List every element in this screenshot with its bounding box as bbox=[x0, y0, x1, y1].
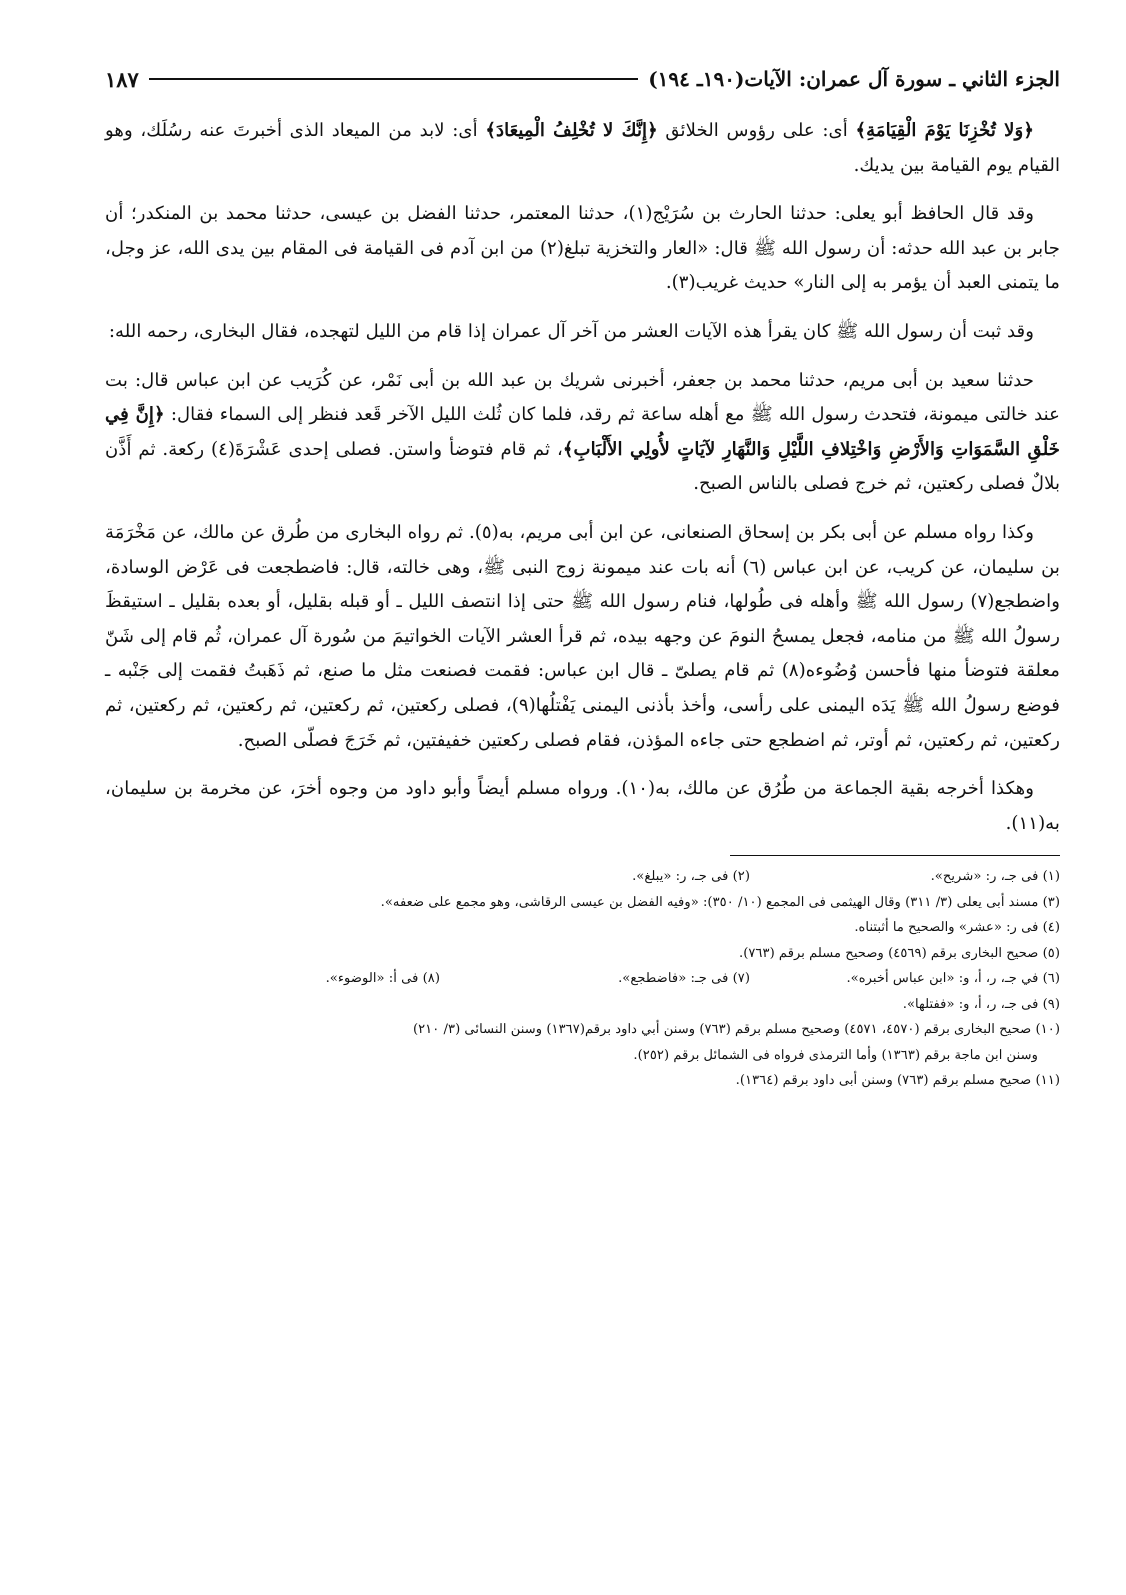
footnote: (١) فى جـ، ر: «شريح». bbox=[930, 869, 1060, 885]
footnote: (٣) مسند أبى يعلى (٣/ ٣١١) وقال الهيثمى فى المجمع (١٠/ ٣٥٠): «وفيه الفضل بن عيسى الرقاشى، وهو مجمع على ضعفه». bbox=[380, 894, 1060, 910]
footnotes bbox=[105, 864, 1060, 1094]
body-text bbox=[105, 114, 1060, 841]
paragraph: وكذا رواه مسلم عن أبى بكر بن إسحاق الصنعانى، عن ابن أبى مريم، به(٥). ثم رواه البخارى من طُرق عن مالك، عن مَخْرَمَة بن سليمان، عن كريب، عن ابن عباس (٦) أنه بات عند ميمونة زوج النبى ﷺ، وهى خالته، قال: فاضطجعت فى عَرْض الوسادة، واضطجع(٧) رسول الله ﷺ وأهله فى طُولها، فنام رسول الله ﷺ حتى إذا انتصف الليل ـ أو قبله بقليل، أو بعده بقليل ـ استيقظَ رسولُ الله ﷺ من منامه، فجعل يمسحُ النومَ عن وجهه بيده، ثم قرأ العشر الآيات الخواتيمَ من سُورة آل عمران، ثُم قام إلى شَنّ معلقة فتوضأ منها فأحسن وُضُوءه(٨) ثم قام يصلىّ ـ قال ابن عباس: فقمت فصنعت مثل ما صنع، ثم ذَهَبتُ فقمت إلى جَنْبه ـ فوضع رسولُ الله ﷺ يَدَه اليمنى على رأسى، وأخذ بأذنى اليمنى يَفْتلُها(٩)، فصلى ركعتين، ثم ركعتين، ثم ركعتين، ثم ركعتين، ثم ركعتين، ثم ركعتين، ثم أوتر، ثم اضطجع حتى جاءه المؤذن، فقام فصلى ركعتين خفيفتين، ثم خَرَجَ فصلّى الصبح. bbox=[105, 521, 1061, 751]
footnote: (٩) فى جـ، ر، أ، و: «ففتلها». bbox=[902, 996, 1060, 1012]
running-title: الجزء الثاني ـ سورة آل عمران: الآيات(١٩٠ـ ١٩٤) bbox=[648, 67, 1060, 91]
quran-verse: ﴿إِنَّ فِي خَلْقِ السَّمَوَاتِ وَالأَرْضِ وَاخْتِلافِ اللَّيْلِ وَالنَّهَارِ لآيَاتٍ لأُولِي الأَلْبَابِ﴾ bbox=[105, 404, 1060, 460]
page-number: ١٨٧ bbox=[105, 66, 139, 92]
footnote-separator bbox=[730, 855, 1060, 856]
footnote: (١١) صحيح مسلم برقم (٧٦٣) وسنن أبى داود برقم (١٣٦٤). bbox=[735, 1073, 1060, 1089]
footnote: (٦) في جـ، ر، أ، و: «ابن عباس أخبره». bbox=[846, 971, 1060, 987]
header-rule bbox=[149, 78, 638, 80]
quran-verse: ﴿إِنَّكَ لا تُخْلِفُ الْمِيعَادَ﴾ bbox=[485, 120, 658, 141]
paragraph-text: أى: على رؤوس الخلائق bbox=[657, 120, 856, 141]
paragraph: وقد ثبت أن رسول الله ﷺ كان يقرأ هذه الآيات العشر من آخر آل عمران إذا قام من الليل لتهجده، فقال البخارى، رحمه الله: bbox=[108, 320, 1034, 342]
footnote-continuation: وسنن ابن ماجة برقم (١٣٦٣) وأما الترمذى فرواه فى الشمائل برقم (٢٥٢). bbox=[633, 1047, 1038, 1063]
footnote: (١٠) صحيح البخارى برقم (٤٥٧٠، ٤٥٧١) وصحيح مسلم برقم (٧٦٣) وسنن أبي داود برقم(١٣٦٧) وسنن النسائى (٣/ ٢١٠) bbox=[412, 1022, 1060, 1038]
footnote: (٤) فى ر: «عشر» والصحيح ما أثبتناه. bbox=[854, 920, 1060, 936]
paragraph bbox=[105, 114, 1060, 183]
document-page bbox=[105, 62, 1060, 1094]
footnote: (٧) فى جـ: «فاضطجع». bbox=[618, 971, 750, 987]
paragraph-text: حدثنا سعيد بن أبى مريم، حدثنا محمد بن جعفر، أخبرنى شريك بن عبد الله بن أبى نَمْر، عن كُرَيب عن ابن عباس قال: بت عند خالتى ميمونة، فتحدث رسول الله ﷺ مع أهله ساعة ثم رقد، فلما كان ثُلث الليل الآخر قَعد فنظر إلى السماء فقال: bbox=[105, 369, 1060, 426]
footnote: (٥) صحيح البخارى برقم (٤٥٦٩) وصحيح مسلم برقم (٧٦٣). bbox=[739, 945, 1060, 961]
quran-verse: ﴿وَلا تُخْزِنَا يَوْمَ الْقِيَامَةِ﴾ bbox=[855, 120, 1034, 141]
footnote-row bbox=[105, 864, 1060, 890]
paragraph-text: أى: لابد من الميعاد الذى أخبرتَ عنه رسُلَك، وهو القيام يوم القيامة بين يديك. bbox=[105, 120, 1060, 176]
footnote: (٢) فى جـ، ر: «يبلغ». bbox=[632, 869, 750, 885]
footnote-row bbox=[105, 966, 1060, 992]
paragraph: وهكذا أخرجه بقية الجماعة من طُرُق عن مالك، به(١٠). ورواه مسلم أيضاً وأبو داود من وجوه أخرَ، عن مخرمة بن سليمان، به(١١). bbox=[105, 778, 1060, 834]
page-header bbox=[105, 62, 1060, 96]
paragraph: وقد قال الحافظ أبو يعلى: حدثنا الحارث بن سُرَيْج(١)، حدثنا المعتمر، حدثنا الفضل بن عيسى، حدثنا محمد بن المنكدر؛ أن جابر بن عبد الله حدثه: أن رسول الله ﷺ قال: «العار والتخزية تبلغ(٢) من ابن آدم فى القيامة فى المقام بين يدى الله، عز وجل، ما يتمنى العبد أن يؤمر به إلى النار» حديث غريب(٣). bbox=[105, 203, 1060, 294]
paragraph bbox=[105, 364, 1060, 502]
footnote: (٨) فى أ: «الوضوء». bbox=[325, 971, 440, 987]
paragraph-text: ، ثم قام فتوضأ واستن. فصلى إحدى عَشْرَةَ(٤) ركعة. ثم أَذَّن بلالٌ فصلى ركعتين، ثم خرج فصلى بالناس الصبح. bbox=[105, 438, 1060, 495]
